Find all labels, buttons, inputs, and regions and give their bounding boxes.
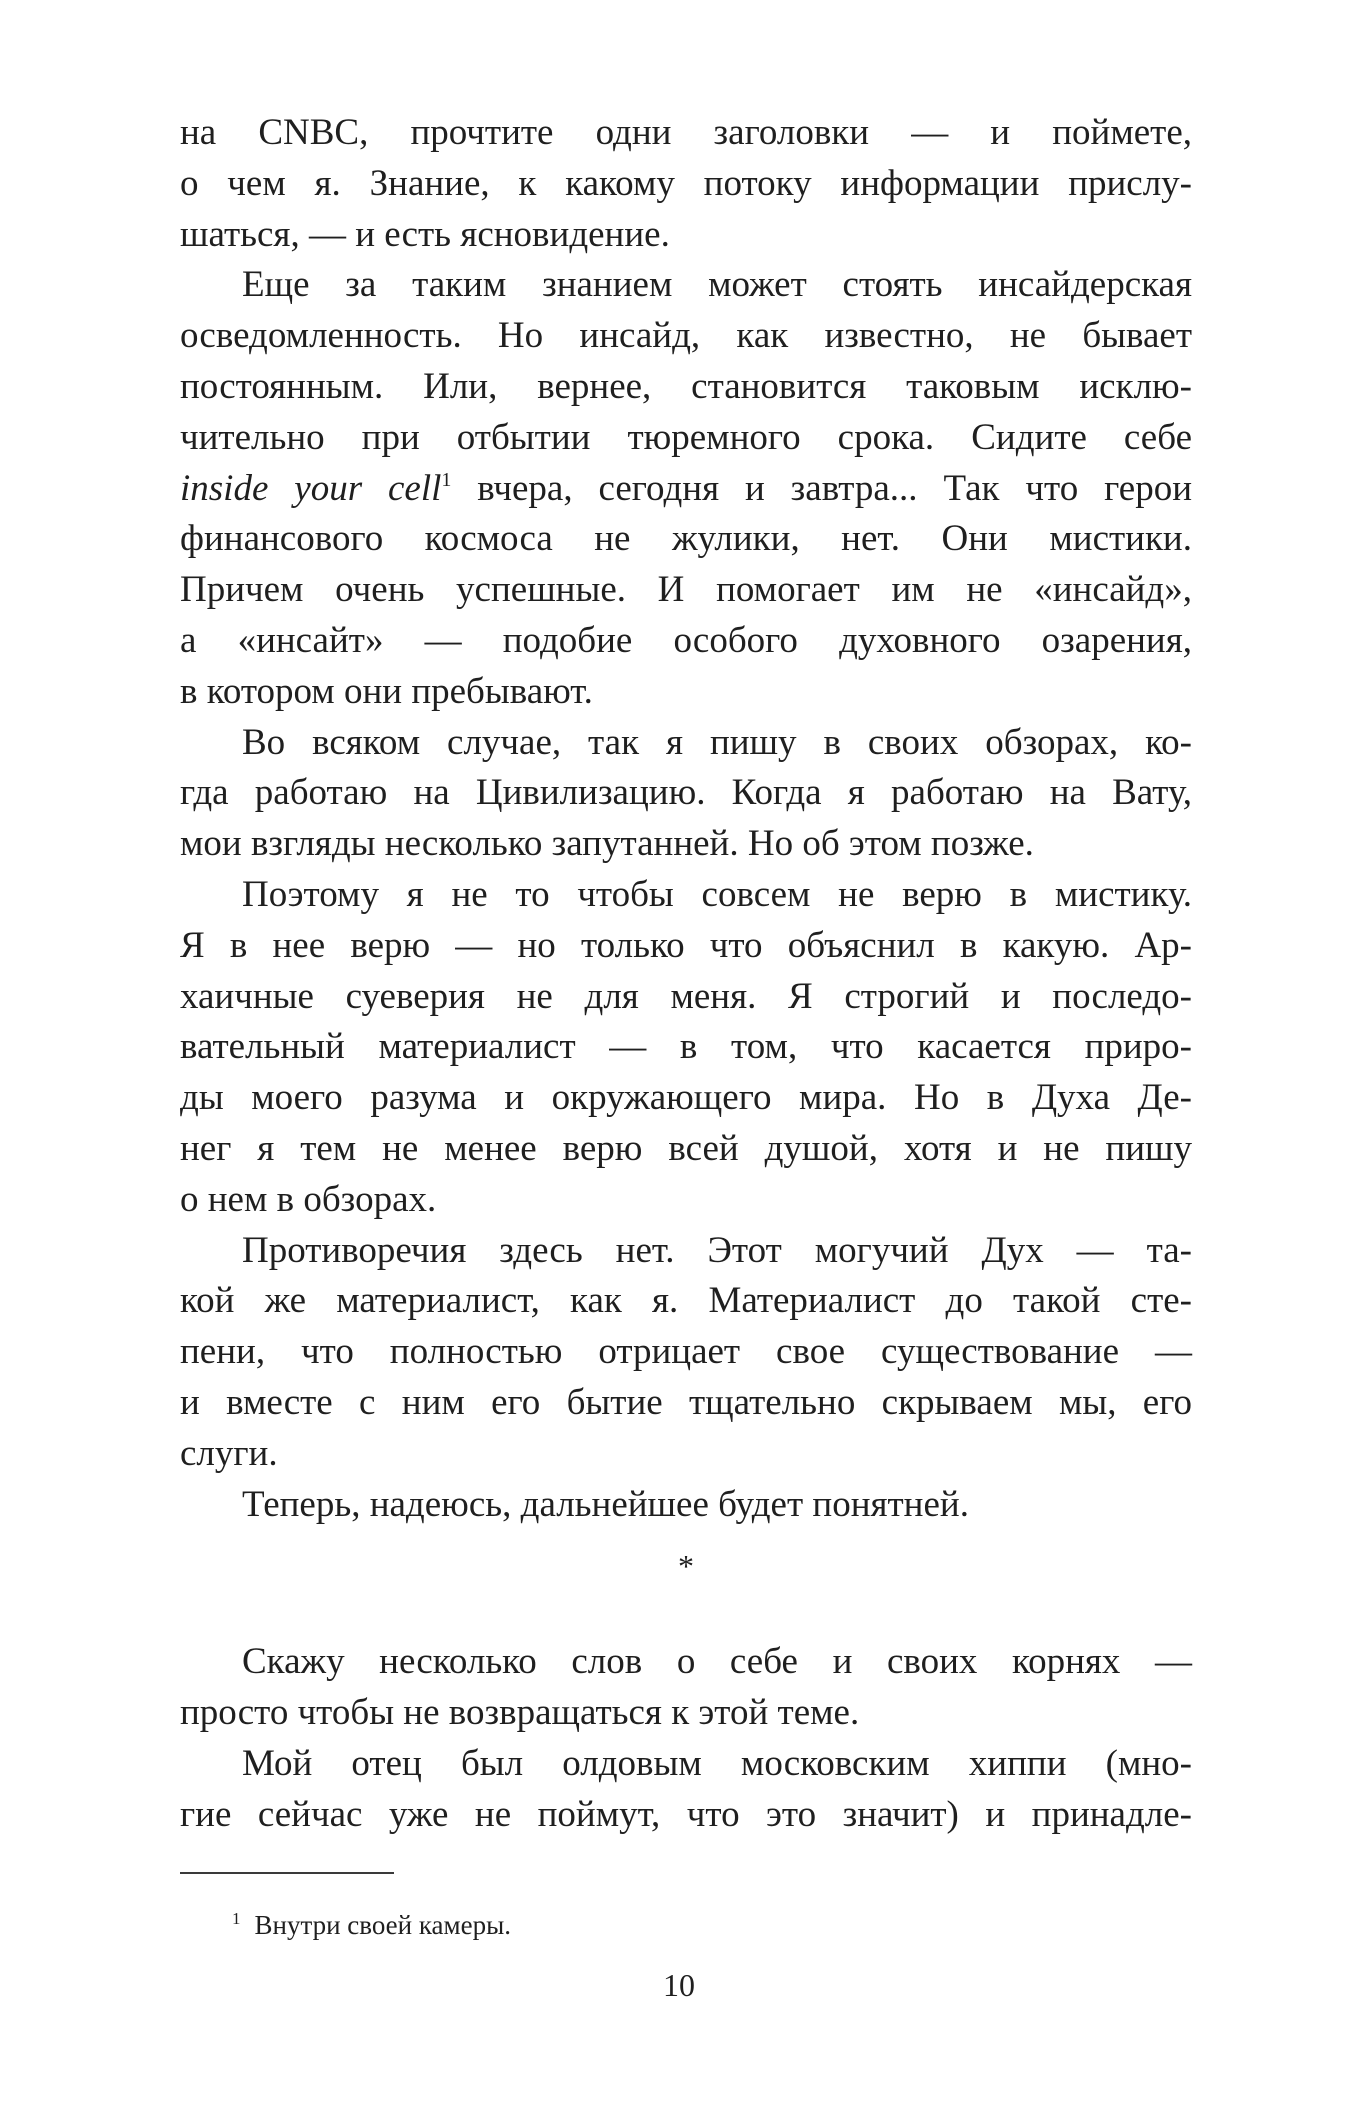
text-line: Я в нее верю — но только что объяснил в какую. Ар- — [180, 924, 1192, 966]
text-line: и вместе с ним его бытие тщательно скрываем мы, его — [180, 1381, 1192, 1423]
footnote-mark: 1 — [232, 1909, 241, 1928]
footnote-divider — [180, 1872, 394, 1874]
text-line: слуги. — [180, 1432, 278, 1474]
text-line: нег я тем не менее верю всей душой, хотя и не пишу — [180, 1127, 1192, 1169]
text-line: Противоречия здесь нет. Этот могучий Дух — та- — [242, 1229, 1192, 1271]
italic-phrase: inside your cell — [180, 467, 442, 509]
text-line: гда работаю на Цивилизацию. Когда я работаю на Вату, — [180, 772, 1192, 814]
text-line: финансового космоса не жулики, нет. Они мистики. — [180, 518, 1192, 560]
paragraph-6 — [180, 1480, 1192, 1531]
page-number: 10 — [663, 1967, 695, 2003]
text-line: просто чтобы не возвращаться к этой теме. — [180, 1692, 860, 1734]
page-body — [180, 108, 1192, 1841]
text-line: постоянным. Или, вернее, становится таковым исклю- — [180, 365, 1192, 407]
text-line: кой же материалист, как я. Материалист до такой сте- — [180, 1280, 1192, 1322]
text-line: в котором они пребывают. — [180, 670, 593, 712]
text-line-with-italic — [180, 464, 1192, 515]
paragraph-8 — [180, 1739, 1192, 1841]
footnote-text: Внутри своей камеры. — [254, 1910, 511, 1940]
text-line: ды моего разума и окружающего мира. Но в Духа Де- — [180, 1077, 1192, 1119]
text-span: вчера, сегодня и завтра... Так что герои — [451, 467, 1193, 509]
text-line: шаться, — и есть ясновидение. — [180, 213, 670, 255]
text-line: мои взгляды несколько запутанней. Но об этом позже. — [180, 823, 1034, 865]
text-line: Поэтому я не то чтобы совсем не верю в мистику. — [242, 873, 1192, 915]
text-line: Мой отец был олдовым московским хиппи (мно- — [242, 1742, 1192, 1784]
paragraph-3 — [180, 718, 1192, 870]
text-line: хаичные суеверия не для меня. Я строгий и последо- — [180, 975, 1192, 1017]
text-line: пени, что полностью отрицает свое существование — — [180, 1331, 1192, 1373]
text-line: Теперь, надеюсь, дальнейшее будет понятней. — [242, 1483, 969, 1525]
text-line: вательный материалист — в том, что касается приро- — [180, 1026, 1192, 1068]
paragraph-5 — [180, 1226, 1192, 1480]
paragraph-4 — [180, 870, 1192, 1226]
paragraph-7 — [180, 1637, 1192, 1739]
text-line: чительно при отбытии тюремного срока. Сидите себе — [180, 416, 1192, 458]
text-line: а «инсайт» — подобие особого духовного озарения, — [180, 619, 1192, 661]
text-line: о нем в обзорах. — [180, 1178, 437, 1220]
text-line: Причем очень успешные. И помогает им не «инсайд», — [180, 569, 1192, 611]
text-line: осведомленность. Но инсайд, как известно, не бывает — [180, 315, 1192, 357]
text-line: Скажу несколько слов о себе и своих корнях — — [242, 1641, 1192, 1683]
text-line: на CNBC, прочтите одни заголовки — и поймете, — [180, 112, 1192, 153]
footnote-reference[interactable]: 1 — [441, 468, 452, 491]
text-line: Во всяком случае, так я пишу в своих обзорах, ко- — [242, 721, 1192, 763]
text-line: о чем я. Знание, к какому потоку информации прислу- — [180, 162, 1192, 204]
footnote — [232, 1902, 511, 1942]
paragraph-1 — [180, 108, 1192, 260]
paragraph-2 — [180, 260, 1192, 717]
text-line: Еще за таким знанием может стоять инсайдерская — [242, 264, 1192, 306]
text-line: гие сейчас уже не поймут, что это значит) и принадле- — [180, 1793, 1192, 1835]
section-separator: * — [678, 1548, 694, 1585]
